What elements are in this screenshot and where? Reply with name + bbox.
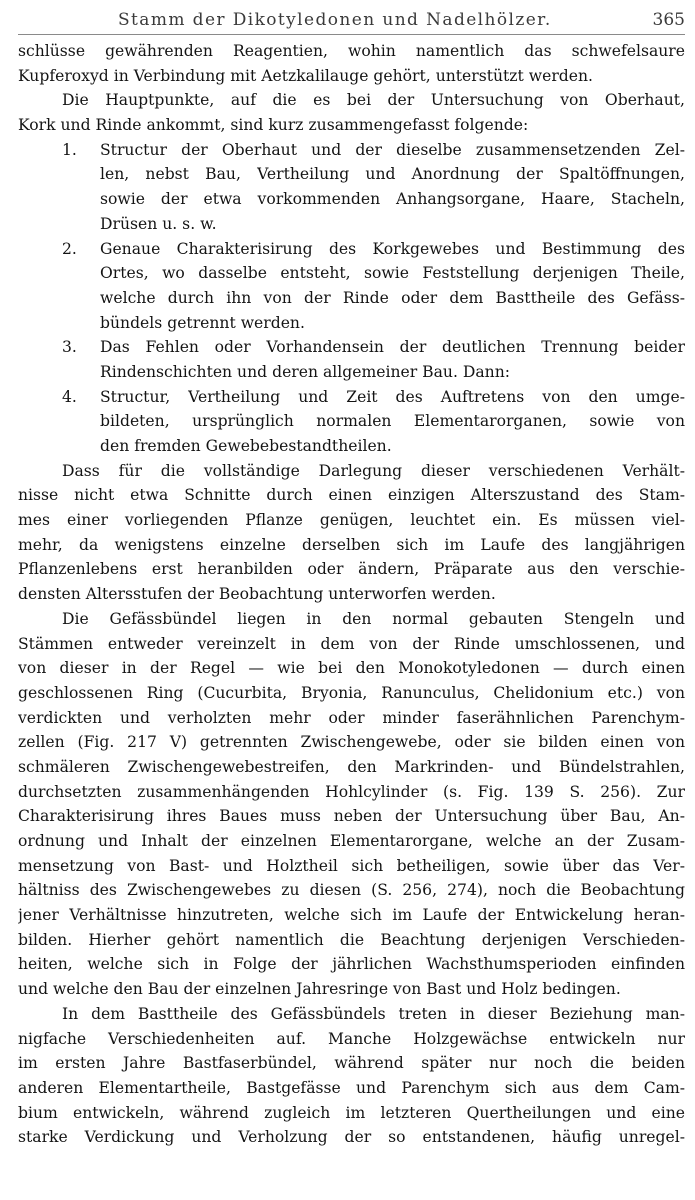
- page-number: 365: [652, 10, 685, 30]
- text-line: jener Verhältnisse hinzutreten, welche sich im Laufe der Entwickelung heran-: [18, 906, 685, 925]
- list-item-text: Structur, Vertheilung und Zeit des Auftretens von den umge-: [100, 387, 685, 406]
- list-item-line: len, nebst Bau, Vertheilung und Anordnung der Spaltöffnungen,: [100, 165, 685, 184]
- text-line: bilden. Hierher gehört namentlich die Beachtung derjenigen Verschieden-: [18, 930, 685, 949]
- text-line: geschlossenen Ring (Cucurbita, Bryonia, Ranunculus, Chelidonium etc.) von: [18, 683, 685, 702]
- list-item-number: 3.: [62, 338, 77, 357]
- list-item-line: Drüsen u. s. w.: [100, 214, 217, 233]
- text-line: heiten, welche sich in Folge der jährlichen Wachsthumsperioden einfinden: [18, 955, 685, 974]
- text-line: verdickten und verholzten mehr oder minder faserähnlichen Parenchym-: [18, 708, 685, 727]
- text-line: mensetzung von Bast- und Holztheil sich betheiligen, sowie über das Ver-: [18, 856, 685, 875]
- text-line: Kupferoxyd in Verbindung mit Aetzkalilauge gehört, unterstützt werden.: [18, 66, 593, 85]
- text-line: densten Altersstufen der Beobachtung unterworfen werden.: [18, 585, 496, 604]
- text-line: im ersten Jahre Bastfaserbündel, während später nur noch die beiden: [18, 1054, 685, 1073]
- list-item-line: bündels getrennt werden.: [100, 313, 305, 332]
- text-line: durchsetzten zusammenhängenden Hohlcylinder (s. Fig. 139 S. 256). Zur: [18, 782, 685, 801]
- text-line: Stämmen entweder vereinzelt in dem von der Rinde umschlossenen, und: [18, 634, 685, 653]
- running-title: Stamm der Dikotyledonen und Nadelhölzer.: [118, 10, 552, 30]
- text-line: Die Gefässbündel liegen in den normal gebauten Stengeln und: [62, 609, 685, 628]
- text-line: schmäleren Zwischengewebestreifen, den Markrinden- und Bündelstrahlen,: [18, 757, 685, 776]
- text-line: und welche den Bau der einzelnen Jahresringe von Bast und Holz bedingen.: [18, 980, 621, 999]
- list-item-text: Structur der Oberhaut und der dieselbe zusammensetzenden Zel-: [100, 140, 685, 159]
- list-item-text: Genaue Charakterisirung des Korkgewebes und Bestimmung des: [100, 239, 685, 258]
- list-item-line: [18, 138, 685, 163]
- list-item-number: 2.: [62, 239, 77, 258]
- text-line: nigfache Verschiedenheiten auf. Manche Holzgewächse entwickeln nur: [18, 1029, 685, 1048]
- text-line: nisse nicht etwa Schnitte durch einen einzigen Alterszustand des Stam-: [18, 486, 685, 505]
- paragraph-basttheil: [18, 1002, 685, 1150]
- list-item-1: [18, 138, 685, 237]
- text-line: starke Verdickung und Verholzung der so entstandenen, häufig unregel-: [18, 1128, 685, 1147]
- page-header: [18, 4, 685, 35]
- list-item-3: [18, 335, 685, 384]
- list-item-line: [18, 237, 685, 262]
- text-line: schlüsse gewährenden Reagentien, wohin namentlich das schwefelsaure: [18, 42, 685, 60]
- list-item-4: [18, 385, 685, 459]
- text-line: Dass für die vollständige Darlegung dieser verschiedenen Verhält-: [62, 461, 685, 480]
- list-item-line: sowie der etwa vorkommenden Anhangsorgane, Haare, Stacheln,: [100, 190, 685, 209]
- intro-paragraph: [18, 39, 685, 88]
- paragraph-gefaessbuendel: [18, 607, 685, 1002]
- list-item-line: den fremden Gewebebestandtheilen.: [100, 437, 392, 455]
- list-item-line: bildeten, ursprünglich normalen Elementarorganen, sowie von: [100, 412, 685, 431]
- paragraph-altersstufen: [18, 459, 685, 607]
- numbered-list: [18, 138, 685, 459]
- list-item-line: Ortes, wo dasselbe entsteht, sowie Feststellung derjenigen Theile,: [100, 264, 685, 283]
- list-item-number: 4.: [62, 387, 77, 406]
- list-item-number: 1.: [62, 140, 77, 159]
- text-line: Kork und Rinde ankommt, sind kurz zusammengefasst folgende:: [18, 116, 529, 135]
- text-line: mehr, da wenigstens einzelne derselben sich im Laufe des langjährigen: [18, 535, 685, 554]
- text-line: von dieser in der Regel — wie bei den Monokotyledonen — durch einen: [18, 659, 685, 678]
- text-line: anderen Elementartheile, Bastgefässe und Parenchym sich aus dem Cam-: [18, 1078, 685, 1097]
- list-item-2: [18, 237, 685, 336]
- text-line: Charakterisirung ihres Baues muss neben der Untersuchung über Bau, An-: [18, 807, 685, 826]
- summary-paragraph: [18, 88, 685, 137]
- text-line: mes einer vorliegenden Pflanze genügen, leuchtet ein. Es müssen viel-: [18, 511, 685, 530]
- text-line: bium entwickeln, während zugleich im letzteren Quertheilungen und eine: [18, 1103, 685, 1122]
- text-line: Pflanzenlebens erst heranbilden oder ändern, Präparate aus den verschie-: [18, 560, 685, 579]
- list-item-text: Das Fehlen oder Vorhandensein der deutlichen Trennung beider: [100, 338, 685, 357]
- text-line: ordnung und Inhalt der einzelnen Elementarorgane, welche an der Zusam-: [18, 832, 685, 850]
- list-item-line: welche durch ihn von der Rinde oder dem Basttheile des Gefäss-: [100, 288, 685, 307]
- text-line: Die Hauptpunkte, auf die es bei der Untersuchung von Oberhaut,: [62, 91, 685, 110]
- list-item-line: [18, 385, 685, 410]
- list-item-line: [18, 335, 685, 360]
- list-item-line: Rindenschichten und deren allgemeiner Bau. Dann:: [100, 362, 510, 381]
- text-line: In dem Basttheile des Gefässbündels treten in dieser Beziehung man-: [62, 1004, 685, 1023]
- text-line: zellen (Fig. 217 V) getrennten Zwischengewebe, oder sie bilden einen von: [18, 733, 685, 752]
- text-line: hältniss des Zwischengewebes zu diesen (S. 256, 274), noch die Beobachtung: [18, 881, 685, 900]
